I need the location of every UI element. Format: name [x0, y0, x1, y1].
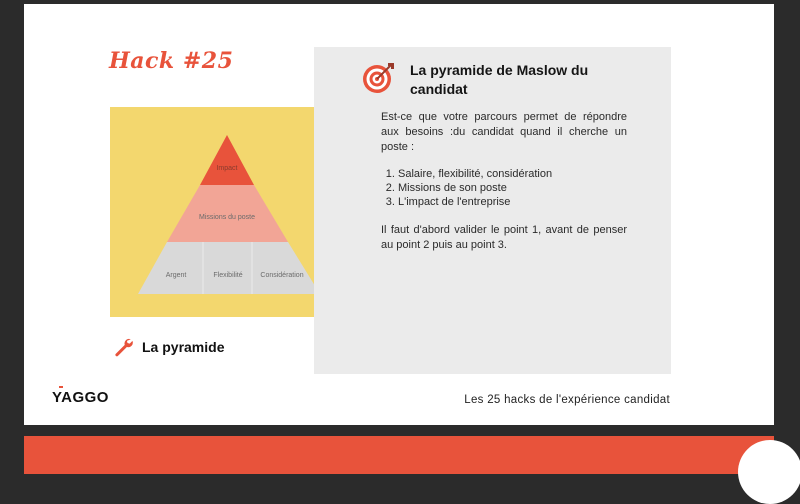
- decorative-circle: [738, 440, 800, 504]
- footer-text: Les 25 hacks de l'expérience candidat: [464, 394, 670, 406]
- panel-header: [362, 61, 620, 99]
- pyramid-tier-top: [200, 135, 254, 185]
- pyramid-label-impact: Impact: [216, 165, 238, 172]
- panel-title: La pyramide de Maslow du candidat: [410, 62, 589, 97]
- brand-accent-mark: [59, 386, 63, 388]
- wrench-icon: [112, 336, 134, 358]
- content-panel: [314, 47, 671, 374]
- target-icon: [362, 61, 396, 95]
- needs-list: [381, 167, 627, 209]
- panel-intro: Est-ce que votre parcours permet de répondre aux besoins :du candidat quand il cherche un poste :: [381, 111, 627, 153]
- pyramid-diagram: [110, 107, 343, 317]
- list-item: 1. Salaire, flexibilité, considération: [398, 167, 627, 181]
- list-item: 2. Missions de son poste: [398, 181, 627, 195]
- pyramid-tier-bottom: [138, 242, 320, 294]
- pyramid-label-missions: Missions du poste: [198, 214, 256, 221]
- hack-number-title: Hack #25: [109, 48, 234, 74]
- pyramid-label-flexibilite: Flexibilité: [213, 272, 243, 279]
- panel-body: [381, 110, 627, 253]
- pyramid-card: [110, 107, 343, 317]
- list-item: 3. L'impact de l'entreprise: [398, 195, 627, 209]
- brand-logo: YAGGO: [52, 389, 109, 406]
- pyramid-label-consideration: Considération: [260, 272, 304, 279]
- pyramid-label-argent: Argent: [165, 272, 187, 279]
- tool-label: La pyramide: [142, 339, 225, 355]
- next-slide-preview: [24, 436, 774, 474]
- panel-conclusion: Il faut d'abord valider le point 1, avant de penser au point 2 puis au point 3.: [381, 224, 627, 251]
- slide: [24, 4, 774, 425]
- tool-row: [112, 336, 224, 358]
